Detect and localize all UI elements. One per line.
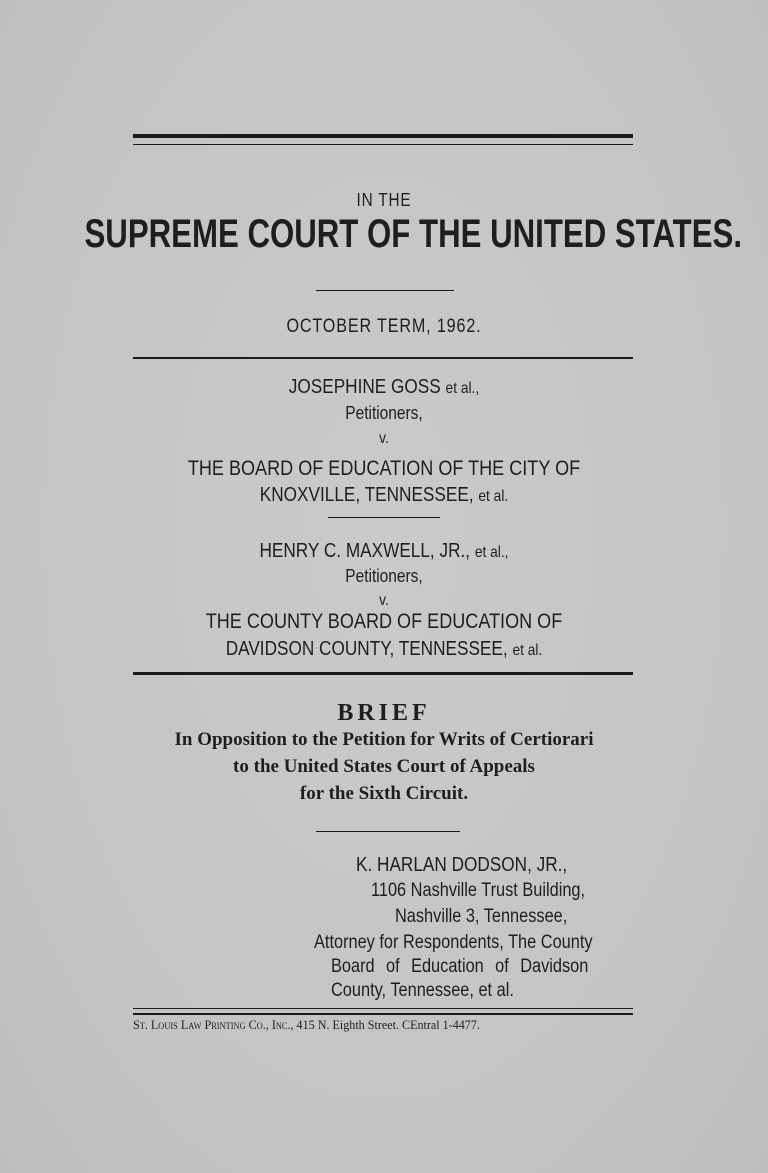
court-term: OCTOBER TERM, 1962.	[286, 316, 482, 337]
case2-respondent-line2-text: DAVIDSON COUNTY, TENNESSEE,	[225, 638, 508, 660]
case2-versus: v.	[379, 592, 389, 609]
printer-phone: CEntral 1-4477.	[402, 1017, 480, 1032]
court-prefix: IN THE	[356, 190, 412, 210]
case1-respondent-line2-text: KNOXVILLE, TENNESSEE,	[259, 484, 474, 506]
case2-petitioner-suffix: et al.,	[474, 544, 509, 561]
attorney-role-3: County, Tennessee, et al.	[331, 980, 514, 1001]
case1-petitioner-suffix: et al.,	[445, 380, 480, 397]
court-name: SUPREME COURT OF THE UNITED STATES.	[84, 212, 743, 256]
case1-petitioner-name: JOSEPHINE GOSS	[288, 376, 441, 398]
attorney-role-1: Attorney for Respondents, The County	[314, 932, 593, 953]
bottom-rule-thick	[133, 1013, 633, 1015]
printer-imprint	[133, 1017, 598, 1033]
section-rule-1	[133, 357, 633, 359]
bottom-rule-thin	[133, 1008, 633, 1009]
attorney-address-1: 1106 Nashville Trust Building,	[371, 880, 586, 901]
top-rule-thin	[133, 144, 633, 145]
printer-address: 415 N. Eighth Street.	[296, 1017, 399, 1032]
brief-line-2: to the United States Court of Appeals	[233, 756, 535, 777]
case1-versus: v.	[379, 430, 389, 447]
case2-petitioner-name: HENRY C. MAXWELL, JR.,	[259, 540, 471, 562]
case1-petitioner	[54, 374, 714, 402]
top-rule-thick	[133, 134, 633, 138]
case2-role: Petitioners,	[345, 566, 423, 586]
case2-respondent-line2	[54, 636, 714, 664]
attorney-role-2: Board of Education of Davidson	[331, 956, 589, 977]
attorney-address-2: Nashville 3, Tennessee,	[395, 906, 568, 927]
case1-respondent-suffix: et al.	[478, 488, 509, 505]
short-rule-3	[316, 831, 460, 832]
section-rule-2	[133, 672, 633, 675]
attorney-name: K. HARLAN DODSON, JR.,	[356, 854, 568, 876]
case2-petitioner	[54, 538, 714, 566]
case1-role: Petitioners,	[345, 403, 423, 423]
case2-respondent-line1: THE COUNTY BOARD OF EDUCATION OF	[205, 610, 563, 633]
case1-respondent-line2	[54, 482, 714, 510]
short-rule-2	[328, 517, 440, 518]
printer-name: St. Louis Law Printing Co., Inc.,	[133, 1017, 294, 1032]
short-rule-1	[316, 290, 454, 291]
brief-line-1: In Opposition to the Petition for Writs of Certiorari	[174, 729, 594, 750]
case2-respondent-suffix: et al.	[512, 642, 543, 659]
brief-line-3: for the Sixth Circuit.	[299, 783, 469, 804]
brief-title: BRIEF	[337, 700, 431, 726]
case1-respondent-line1: THE BOARD OF EDUCATION OF THE CITY OF	[187, 457, 581, 480]
